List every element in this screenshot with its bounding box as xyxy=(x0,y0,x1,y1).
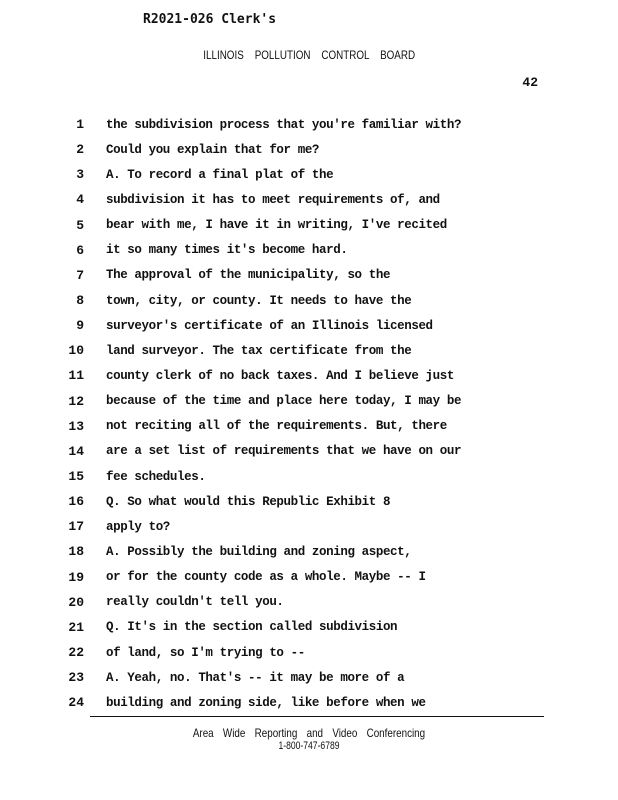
line-text: of land, so I'm trying to -- xyxy=(106,645,305,660)
line-text: building and zoning side, like before when we xyxy=(106,695,426,710)
transcript-line xyxy=(62,137,461,162)
case-heading: R2021-026 Clerk's xyxy=(143,12,277,27)
transcript-line xyxy=(62,489,461,514)
line-number: 9 xyxy=(76,318,84,334)
line-text: because of the time and place here today, I may be xyxy=(106,394,462,409)
transcript-line xyxy=(62,514,461,539)
line-text: subdivision it has to meet requirements of, and xyxy=(106,192,440,207)
transcript-line xyxy=(62,690,461,715)
transcript-line xyxy=(62,187,461,212)
transcript-line xyxy=(62,665,461,690)
line-number: 1 xyxy=(76,117,84,133)
line-text: fee schedules. xyxy=(106,469,206,484)
line-number: 15 xyxy=(68,469,84,485)
transcript-line xyxy=(62,338,461,363)
line-text: county clerk of no back taxes. And I believe just xyxy=(106,368,454,383)
line-number: 7 xyxy=(76,267,84,283)
transcript-line xyxy=(62,590,461,615)
transcript-line xyxy=(62,238,461,263)
line-number: 24 xyxy=(68,695,84,711)
line-text: bear with me, I have it in writing, I've recited xyxy=(106,218,447,233)
line-text: Could you explain that for me? xyxy=(106,142,320,157)
line-number: 16 xyxy=(68,494,84,510)
footer-divider xyxy=(90,716,544,717)
transcript-line xyxy=(62,112,461,137)
line-number: 2 xyxy=(76,142,84,158)
transcript-line xyxy=(62,389,461,414)
line-number: 3 xyxy=(76,167,84,183)
line-text: The approval of the municipality, so the xyxy=(106,268,391,283)
line-text: apply to? xyxy=(106,519,170,534)
line-text: town, city, or county. It needs to have the xyxy=(106,293,412,308)
line-text: Q. It's in the section called subdivision xyxy=(106,620,398,635)
transcript-line xyxy=(62,539,461,564)
transcript-line xyxy=(62,640,461,665)
line-text: Q. So what would this Republic Exhibit 8 xyxy=(106,494,391,509)
transcript-line xyxy=(62,288,461,313)
line-number: 14 xyxy=(68,443,84,459)
line-text: A. Possibly the building and zoning aspect, xyxy=(106,544,412,559)
line-number: 18 xyxy=(68,544,84,560)
line-text: really couldn't tell you. xyxy=(106,595,284,610)
transcript-line xyxy=(62,565,461,590)
line-text: A. To record a final plat of the xyxy=(106,167,334,182)
line-number: 19 xyxy=(68,569,84,585)
line-number: 10 xyxy=(68,343,84,359)
line-text: A. Yeah, no. That's -- it may be more of a xyxy=(106,670,405,685)
line-number: 11 xyxy=(68,368,84,384)
line-number: 12 xyxy=(68,393,84,409)
page-number: 42 xyxy=(522,75,538,90)
transcript-line xyxy=(62,213,461,238)
transcript-line xyxy=(62,414,461,439)
line-number: 22 xyxy=(68,645,84,661)
transcript-line xyxy=(62,263,461,288)
line-text: land surveyor. The tax certificate from the xyxy=(106,343,412,358)
line-text: not reciting all of the requirements. But, there xyxy=(106,419,447,434)
line-text: the subdivision process that you're familiar with? xyxy=(106,117,462,132)
transcript-line xyxy=(62,615,461,640)
line-number: 8 xyxy=(76,293,84,309)
transcript-line xyxy=(62,313,461,338)
footer-phone: 1-800-747-6789 xyxy=(278,740,340,752)
line-number: 13 xyxy=(68,418,84,434)
line-number: 5 xyxy=(76,217,84,233)
line-text: surveyor's certificate of an Illinois licensed xyxy=(106,318,433,333)
transcript-line xyxy=(62,464,461,489)
line-number: 17 xyxy=(68,519,84,535)
footer-company: Area Wide Reporting and Video Conferencing xyxy=(192,726,426,740)
line-number: 6 xyxy=(76,242,84,258)
transcript-line xyxy=(62,162,461,187)
transcript-line xyxy=(62,439,461,464)
line-number: 21 xyxy=(68,619,84,635)
transcript-line xyxy=(62,363,461,388)
line-text: or for the county code as a whole. Maybe -- I xyxy=(106,570,426,585)
line-number: 20 xyxy=(68,594,84,610)
line-text: it so many times it's become hard. xyxy=(106,243,348,258)
line-text: are a set list of requirements that we have on our xyxy=(106,444,462,459)
line-number: 23 xyxy=(68,670,84,686)
transcript-body xyxy=(62,112,461,715)
line-number: 4 xyxy=(76,192,84,208)
board-title: ILLINOIS POLLUTION CONTROL BOARD xyxy=(203,48,416,62)
